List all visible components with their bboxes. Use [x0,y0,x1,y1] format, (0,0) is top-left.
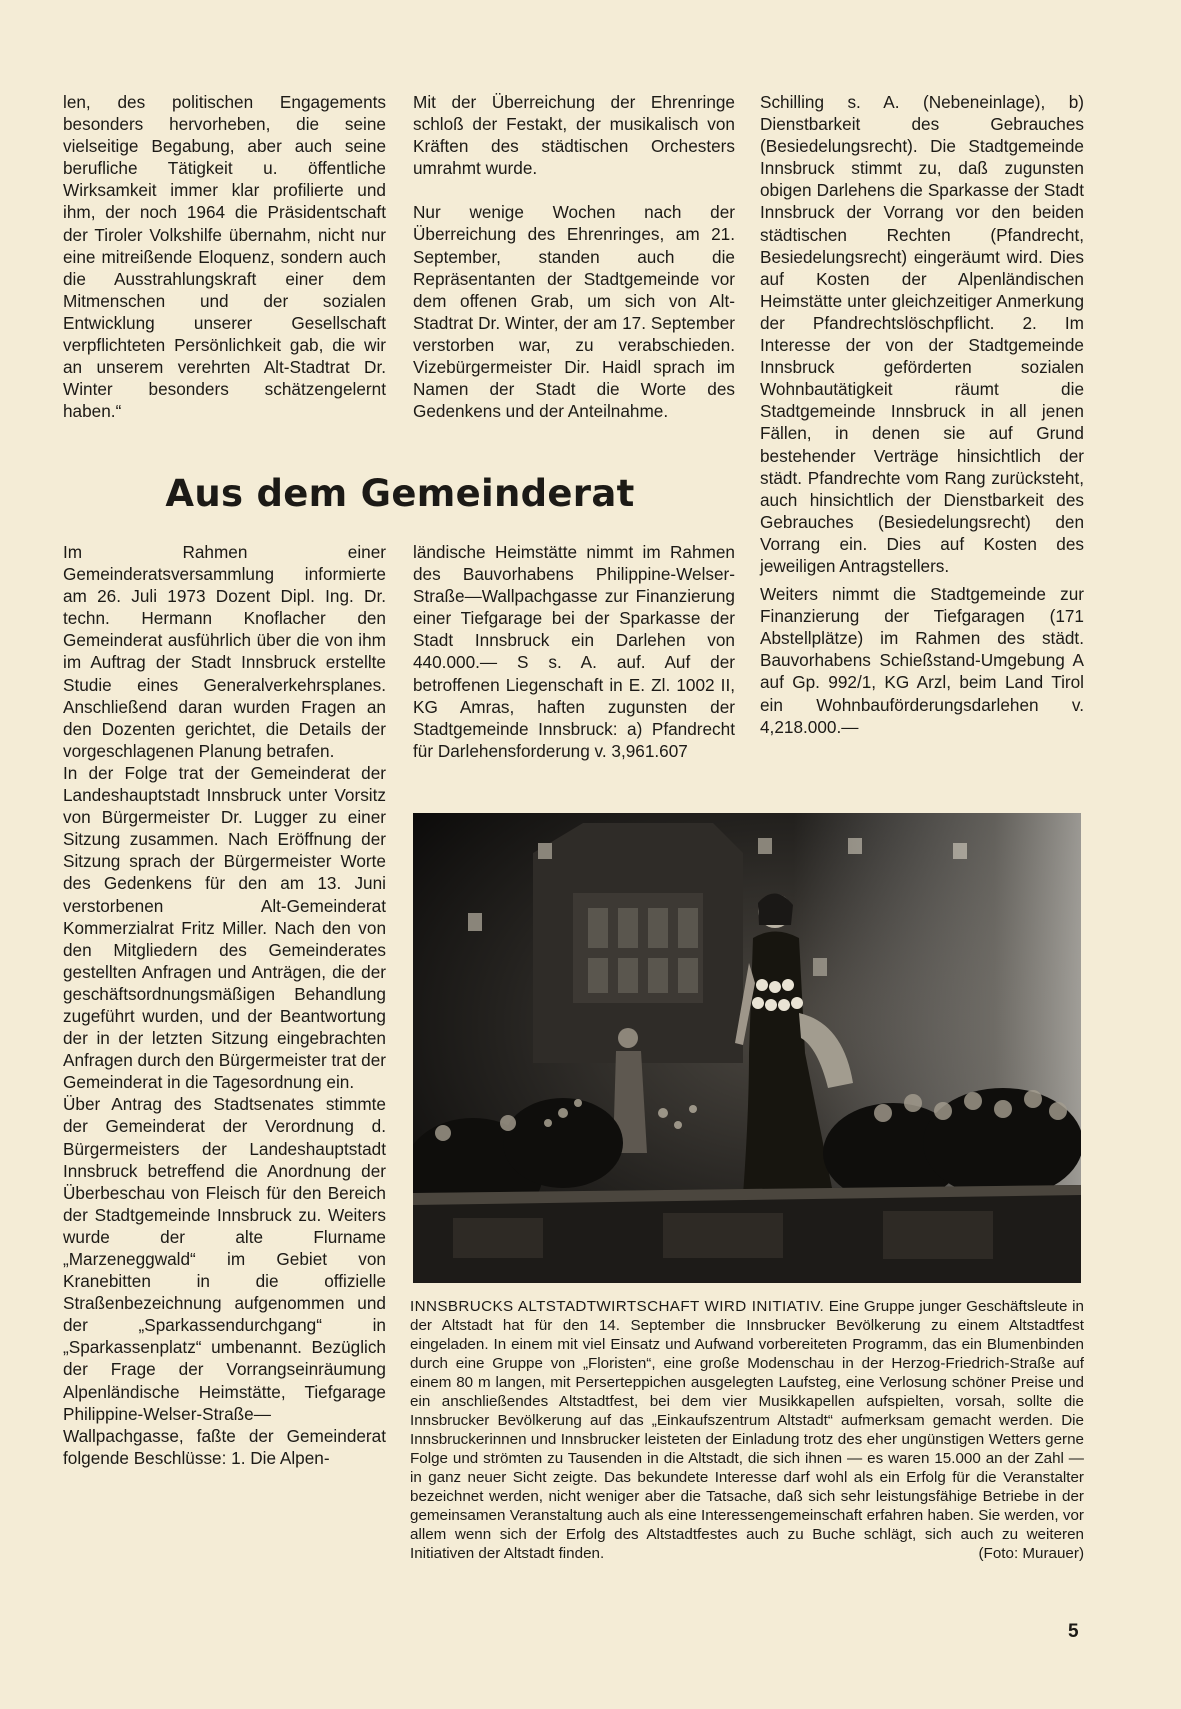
paragraph: Nur wenige Wochen nach der Überreichung des Ehrenringes, am 21. September, standen auch die Repräsentanten der Stadtgemeinde vor dem offenen Grab, um sich von Alt-Stadtrat Dr. Winter, der am 17. September verstorben war, zu verabschieden. Vizebürgermeister Dir. Haidl sprach im Namen der Stadt die Worte des Gedenkens und der Anteilnahme. [413,202,735,422]
caption-heading: INNSBRUCKS ALTSTADTWIRTSCHAFT WIRD INITIATIV. [410,1298,825,1315]
photo-credit: (Foto: Murauer) [978,1545,1084,1562]
photo-caption [410,1297,1084,1563]
paragraph: len, des politischen Engagements besonders hervorheben, die seine vielseitige Begabung, aber auch seine berufliche Tätigkeit u. öffentliche Wirksamkeit immer klar profilierte und ihm, der noch 1964 die Präsidentschaft der Tiroler Volkshilfe übernahm, nicht nur eine mitreißende Eloquenz, sondern auch die Ausstrahlungskraft einer dem Mitmenschen und der sozialen Entwicklung unserer Gesellschaft verpflichteten Persönlichkeit gab, die wir an unserem verehrten Alt-Stadtrat Dr. Winter besonders schätzengelernt haben.“ [63,92,386,422]
paragraph: Im Rahmen einer Gemeinderatsversammlung informierte am 26. Juli 1973 Dozent Dipl. Ing. Dr. techn. Hermann Knoflacher den Gemeinderat ausführlich über die von ihm im Auftrag der Stadt Innsbruck erstellte Studie eines Generalverkehrsplanes. Anschließend daran wurden Fragen an den Dozenten gerichtet, die Details der vorgeschlagenen Planung betrafen. [63,542,386,761]
top-column-1 [63,91,386,422]
caption-text: Eine Gruppe junger Geschäftsleute in der Altstadt hat für den 14. September die Innsbrucker Bevölkerung zu einem Altstadtfest eingeladen. In einem mit viel Einsatz und Aufwand vorbereiteten Programm, das ein Blumenbinden durch eine Gruppe von „Floristen“, eine große Modenschau in der Herzog-Friedrich-Straße auf einem 80 m langen, mit Perserteppichen ausgelegten Laufsteg, eine Verlosung schöner Preise und ein anschließendes Altstadtfest, bei dem vier Musikkapellen aufspielten, vorsah, sollte die Innsbrucker Bevölkerung auf das „Einkaufszentrum Altstadt“ aufmerksam gemacht werden. Die Innsbruckerinnen und Innsbrucker leisteten der Einladung trotz des eher ungünstigen Wetters gerne Folge und strömten zu Tausenden in die Altstadt, die sich ihnen — es waren 15.000 an der Zahl — in ganz neuer Sicht zeigte. Das bekundete Interesse darf wohl als ein Erfolg für die Veranstalter bezeichnet werden, nicht weniger aber die Tatsache, daß sich sehr leistungsfähige Betriebe in der gemeinsamen Veranstaltung auch als eine Interessengemeinschaft erfahren haben. Sie werden, vor allem wenn sich der Erfolg des Altstadtfestes auch zu Buche schlägt, sich auch zu weiteren Initiativen der Altstadt finden. [410,1298,1084,1562]
top-column-2 [413,91,735,422]
paragraph: Weiters nimmt die Stadtgemeinde zur Finanzierung der Tiefgaragen (171 Abstellplätze) im Rahmen des städt. Bauvorhabens Schießstand-Umgebung A auf Gp. 992/1, KG Arzl, beim Land Tirol ein Wohnbauförderungsdarlehen v. 4,218.000.— [760,584,1084,737]
section-column-3 [760,91,1084,738]
paragraph: Schilling s. A. (Nebeneinlage), b) Dienstbarkeit des Gebrauches (Besiedelungsrecht). Die Stadtgemeinde Innsbruck stimmt zu, daß zugunsten obigen Darlehens die Sparkasse der Stadt Innsbruck der Vorrang vor den beiden städtischen Rechten (Pfandrecht, Besiedelungsrecht) eingeräumt wird. Dies auf Kosten der Alpenländischen Heimstätte unter gleichzeitiger Anmerkung der Pfandrechtslöschpflicht. 2. Im Interesse der von der Stadtgemeinde Innsbruck geförderten sozialen Wohnbautätigkeit räumt die Stadtgemeinde Innsbruck in all jenen Fällen, in denen sie auf Grund bestehender Verträge hinsichtlich der städt. Pfandrechte vom Rang zurücksteht, auch hinsichtlich der Dienstbarkeit des Gebrauches (Besiedelungsrecht) den Vorrang ein. Dies auf Kosten des jeweiligen Antragstellers. [760,92,1084,576]
paragraph: ländische Heimstätte nimmt im Rahmen des Bauvorhabens Philippine-Welser-Straße—Wallpachgasse zur Finanzierung einer Tiefgarage bei der Sparkasse der Stadt Innsbruck ein Darlehen von 440.000.— S s. A. auf. Auf der betroffenen Liegenschaft in E. Zl. 1002 II, KG Amras, haften zugunsten der Stadtgemeinde Innsbruck: a) Pfandrecht für Darlehensforderung v. 3,961.607 [413,542,735,761]
section-headline: Aus dem Gemeinderat [165,472,635,515]
section-column-1 [63,541,386,1469]
section-column-2 [413,541,735,762]
photo-illustration [413,813,1081,1283]
paragraph: In der Folge trat der Gemeinderat der Landeshauptstadt Innsbruck unter Vorsitz von Bürgermeister Dr. Lugger zu einer Sitzung zusammen. Nach Eröffnung der Sitzung sprach der Bürgermeister Worte des Gedenkens für den am 13. Juni verstorbenen Alt-Gemeinderat Kommerzialrat Fritz Miller. Nach den von den Mitgliedern des Gemeinderates gestellten Anfragen und Anträgen, die der geschäftsordnungsmäßigen Behandlung zugeführt wurden, und der Beantwortung der in der letzten Sitzung eingebrachten Anfragen durch den Bürgermeister trat der Gemeinderat in die Tagesordnung ein. [63,762,386,1093]
paragraph: Über Antrag des Stadtsenates stimmte der Gemeinderat der Verordnung d. Bürgermeisters der Landeshauptstadt Innsbruck betreffend die Anordnung der Überbeschau von Fleisch für den Bereich der Stadtgemeinde Innsbruck zu. Weiters wurde der alte Flurname „Marzeneggwald“ im Gebiet von Kranebitten in die offizielle Straßenbezeichnung aufgenommen und der „Sparkassendurchgang“ in „Sparkassenplatz“ umbenannt. Bezüglich der Frage der Vorrangseinräumung Alpenländische Heimstätte, Tiefgarage Philippine-Welser-Straße—Wallpachgasse, faßte der Gemeinderat folgende Beschlüsse: 1. Die Alpen- [63,1094,386,1468]
paragraph: Mit der Überreichung der Ehrenringe schloß der Festakt, der musikalisch von Kräften des städtischen Orchesters umrahmt wurde. [413,92,735,179]
page-number: 5 [1068,1621,1079,1642]
fashion-show-photo [413,813,1081,1283]
